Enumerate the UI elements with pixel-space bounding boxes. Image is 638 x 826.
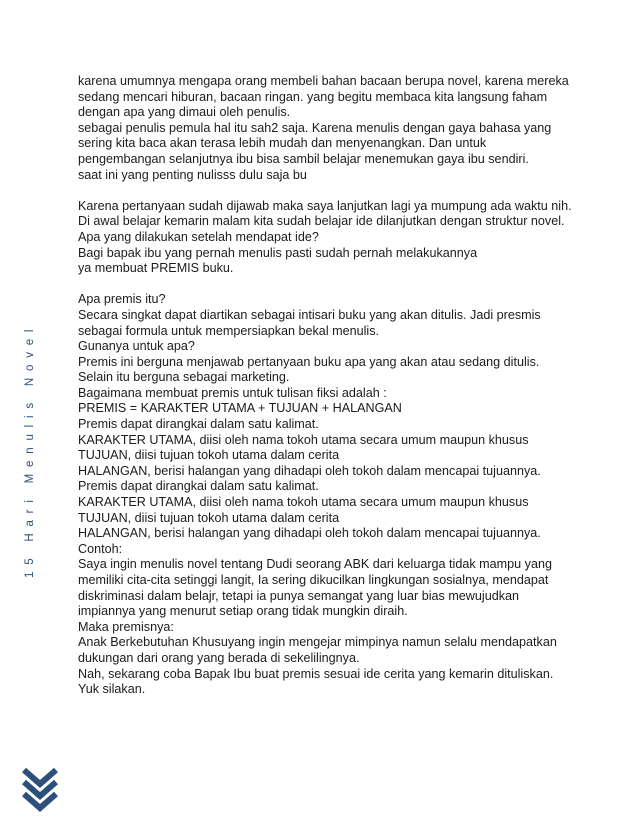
text-line: Apa premis itu? — [78, 292, 166, 307]
document-body — [78, 74, 572, 698]
text-line: impiannya yang menurut setiap orang tidak mungkin diraih. — [78, 604, 408, 619]
text-line: Bagaimana membuat premis untuk tulisan fiksi adalah : — [78, 385, 387, 400]
text-line: Premis dapat dirangkai dalam satu kalimat. — [78, 417, 319, 432]
text-line: HALANGAN, berisi halangan yang dihadapi oleh tokoh dalam mencapai tujuannya. — [78, 526, 541, 541]
text-line: dukungan dari orang yang berada di sekelilingnya. — [78, 650, 360, 665]
text-line: KARAKTER UTAMA, diisi oleh nama tokoh utama secara umum maupun khusus — [78, 432, 529, 447]
text-line: Anak Berkebutuhan Khusuyang ingin mengejar mimpinya namun selalu mendapatkan — [78, 635, 557, 650]
text-line: pengembangan selanjutnya ibu bisa sambil belajar menemukan gaya ibu sendiri. — [78, 151, 529, 166]
text-line: sering kita baca akan terasa lebih mudah dan menyenangkan. Dan untuk — [78, 136, 487, 151]
paragraph-gap — [78, 277, 568, 293]
text-line: saat ini yang penting nulisss dulu saja bu — [78, 167, 307, 182]
text-line: Contoh: — [78, 541, 123, 556]
text-line: Yuk silakan. — [78, 682, 146, 697]
text-line: ya membuat PREMIS buku. — [78, 261, 234, 276]
text-line: sedang mencari hiburan, bacaan ringan. yang begitu membaca kita langsung faham — [78, 89, 548, 104]
text-line: PREMIS = KARAKTER UTAMA + TUJUAN + HALANGAN — [78, 401, 402, 416]
text-line: Premis dapat dirangkai dalam satu kalimat. — [78, 479, 319, 494]
text-line: karena umumnya mengapa orang membeli bahan bacaan berupa novel, karena mereka — [78, 74, 569, 88]
text-line: sebagai penulis pemula hal itu sah2 saja. Karena menulis dengan gaya bahasa yang — [78, 120, 552, 135]
text-line: memiliki cita-cita setinggi langit, Ia sering dikucilkan lingkungan sosialnya, mendapat — [78, 573, 549, 587]
text-line: Gunanya untuk apa? — [78, 339, 195, 354]
double-chevron-down-icon — [20, 766, 60, 812]
text-line: dengan apa yang dimaui oleh penulis. — [78, 105, 291, 120]
text-line: KARAKTER UTAMA, diisi oleh nama tokoh utama secara umum maupun khusus — [78, 495, 529, 510]
text-line: Selain itu berguna sebagai marketing. — [78, 370, 290, 385]
text-line: diskriminasi dalam belajr, tetapi ia punya semangat yang luar bias mewujudkan — [78, 588, 520, 603]
text-line: Saya ingin menulis novel tentang Dudi seorang ABK dari keluarga tidak mampu yang — [78, 557, 552, 572]
text-line: TUJUAN, diisi tujuan tokoh utama dalam cerita — [78, 448, 340, 463]
side-book-title: 15 Hari Menulis Novel — [24, 322, 36, 578]
text-line: Premis ini berguna menjawab pertanyaan buku apa yang akan atau sedang ditulis. — [78, 354, 540, 369]
text-line: Di awal belajar kemarin malam kita sudah belajar ide dilanjutkan dengan struktur novel. — [78, 214, 565, 229]
text-line: Bagi bapak ibu yang pernah menulis pasti sudah pernah melakukannya — [78, 245, 478, 260]
paragraph — [78, 292, 568, 697]
text-line: TUJUAN, diisi tujuan tokoh utama dalam cerita — [78, 510, 340, 525]
paragraph-gap — [78, 183, 568, 199]
text-line: sebagai formula untuk mempersiapkan bekal menulis. — [78, 323, 380, 338]
text-line: Secara singkat dapat diartikan sebagai intisari buku yang akan ditulis. Jadi presmis — [78, 307, 541, 322]
text-line: Maka premisnya: — [78, 619, 174, 634]
paragraph — [78, 74, 568, 183]
text-line: Karena pertanyaan sudah dijawab maka saya lanjutkan lagi ya mumpung ada waktu nih. — [78, 198, 572, 213]
text-line: Apa yang dilakukan setelah mendapat ide? — [78, 229, 319, 244]
paragraph — [78, 198, 572, 277]
text-line: HALANGAN, berisi halangan yang dihadapi oleh tokoh dalam mencapai tujuannya. — [78, 463, 541, 478]
text-line: Nah, sekarang coba Bapak Ibu buat premis sesuai ide cerita yang kemarin dituliskan. — [78, 666, 554, 681]
